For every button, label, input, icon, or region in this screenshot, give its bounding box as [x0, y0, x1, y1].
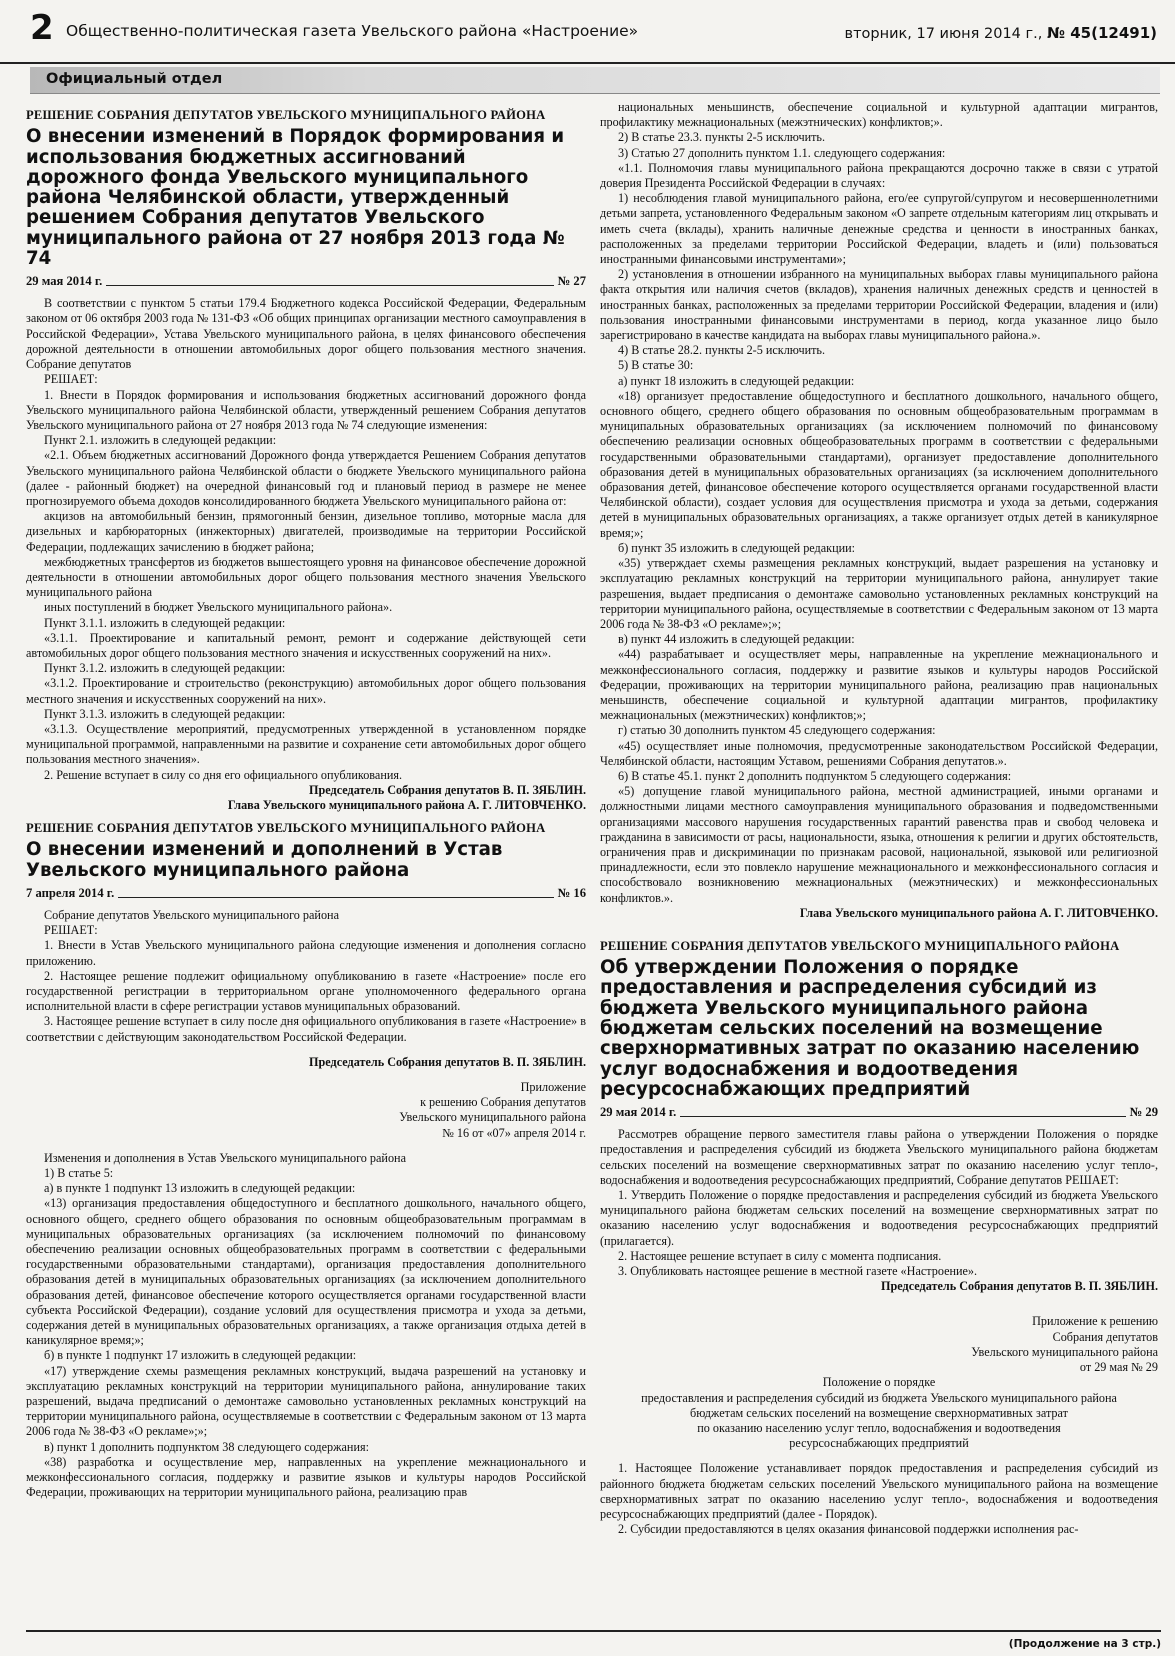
article2-paragraph: 3. Настоящее решение вступает в силу после дня официального опубликования в газете «Настроение» в соответствии с действующим законодательством Российской Федерации. — [26, 1014, 586, 1044]
article3-paragraph: 3. Опубликовать настоящее решение в местной газете «Настроение». — [618, 1264, 978, 1279]
article1-paragraph: «3.1.3. Осуществление мероприятий, предусмотренных утвержденной в установленном порядке муниципальной программой, направленными на развитие и сохранение сети автомобильных дорог общего пользования местного значения». — [26, 721, 586, 767]
continuation-paragraph: 6) В статье 45.1. пункт 2 дополнить подпунктом 5 следующего содержания: — [618, 768, 1012, 783]
regulation-title-line: ресурсоснабжающих предприятий — [789, 1436, 969, 1451]
issue-info — [845, 24, 1157, 42]
article1-paragraph: межбюджетных трансфертов из бюджетов вышестоящего уровня на финансовое обеспечение дорожной деятельности в отношении автомобильных дорог общего пользования местного значения Увельского муниципального района — [26, 554, 586, 600]
article1-paragraph: «3.1.2. Проектирование и строительство (реконструкцию) автомобильных дорог общего пользования местного значения и искусственных сооружений на них». — [26, 676, 586, 706]
article2-dateline — [26, 886, 586, 903]
article3-appendix-line: Увельского муниципального района — [971, 1344, 1158, 1359]
article2-change: Изменения и дополнения в Устав Увельского муниципального района — [44, 1150, 406, 1165]
continuation-signature: Глава Увельского муниципального района А. Г. ЛИТОВЧЕНКО. — [799, 905, 1158, 920]
article2-appendix-line: к решению Собрания депутатов — [420, 1095, 586, 1110]
continuation-paragraph: 1) несоблюдения главой муниципального района, его/ее супругой/супругом и несовершеннолетними детьми запрета, установленного Федеральным законом «О запрете отдельным категориям лиц открывать и иметь счета (вклады), хранить наличные денежные средства и ценности в иностранных банках, расположенных за пределами территории Российской Федерации, владеть и (или) пользоваться иностранными финансовыми инструментами»; — [600, 191, 1158, 267]
article3-appendix-line: Собрания депутатов — [1052, 1329, 1158, 1344]
article1-paragraph: В соответствии с пунктом 5 статьи 179.4 Бюджетного кодекса Российской Федерации, Федеральным законом от 06 октября 2003 года № 131-ФЗ «Об общих принципах организации местного самоуправления в Российской Федерации», Устава Увельского муниципального района, в целях финансового обеспечения дорожной деятельности в отношении автомобильных дорог общего пользования местного значения. Собрание депутатов — [26, 296, 586, 372]
article2-change: «38) разработка и осуществление мер, направленных на укрепление межнационального и межконфессионального согласия, поддержку и развитие языков и культуры народов Российской Федерации, проживающих на территории муниципального района, реализацию прав — [26, 1454, 586, 1500]
article3-paragraph: 1. Утвердить Положение о порядке предоставления и распределения субсидий из бюджета Увельского муниципального района бюджетам сельских поселений на возмещение сверхнормативных затрат по оказанию населению услуг водоснабжения и водоотведения ресурсоснабжающих предприятий (прилагается). — [600, 1188, 1158, 1248]
continuation-paragraph: 5) В статье 30: — [618, 358, 694, 373]
article2-signature: Председатель Собрания депутатов В. П. ЗЯБЛИН. — [309, 1054, 586, 1069]
regulation-title-line: предоставления и распределения субсидий из бюджета Увельского муниципального района — [641, 1390, 1117, 1405]
article1-paragraph: 2. Решение вступает в силу со дня его официального опубликования. — [44, 767, 403, 782]
article2-appendix-line: № 16 от «07» апреля 2014 г. — [442, 1125, 586, 1140]
article3-date: 29 мая 2014 г. — [600, 1105, 680, 1120]
continuation-paragraph: б) пункт 35 изложить в следующей редакции: — [618, 540, 856, 555]
article2-change: в) пункт 1 дополнить подпунктом 38 следующего содержания: — [44, 1439, 369, 1454]
continuation-paragraph: г) статью 30 дополнить пунктом 45 следующего содержания: — [618, 723, 936, 738]
continued-note: (Продолжение на 3 стр.) — [1008, 1638, 1161, 1650]
article1-date: 29 мая 2014 г. — [26, 274, 106, 289]
article1-paragraph: Пункт 3.1.3. изложить в следующей редакции: — [44, 706, 286, 721]
section-bar — [30, 67, 1160, 94]
article1-paragraph: иных поступлений в бюджет Увельского муниципального района». — [44, 600, 393, 615]
continuation-paragraph: в) пункт 44 изложить в следующей редакции: — [618, 632, 855, 647]
regulation-title-line: по оказанию населению услуг тепло, водоснабжения и водоотведения — [697, 1420, 1061, 1435]
article3-headline: Об утверждении Положения о порядке предоставления и распределения субсидий из бюджета Увельского муниципального района бюджетам сельских поселений на возмещение сверхнормативных затрат по оказанию населению услуг водоснабжения и водоотведения ресурсоснабжающих предприятий — [600, 957, 1140, 1100]
article3-paragraph: Рассмотрев обращение первого заместителя главы района о утверждении Положения о порядке предоставления и распределения субсидий из бюджета Увельского муниципального района бюджетам сельских поселений на возмещение сверхнормативных затрат по оказанию населению услуг тепло-, водоснабжения и водоотведения ресурсоснабжающих предприятий, Собрание депутатов РЕШАЕТ: — [600, 1127, 1158, 1187]
article1-number: № 27 — [554, 274, 586, 289]
article2-change: 1) В статье 5: — [44, 1166, 114, 1181]
article2-appendix-line: Увельского муниципального района — [399, 1110, 586, 1125]
dateline-rule — [600, 1116, 1158, 1117]
left-column — [26, 100, 586, 1501]
article2-change: «17) утверждение схемы размещения рекламных конструкций, выдача разрешений на установку и эксплуатацию рекламных конструкций на территории муниципального района, аннулирование таких разрешений, выдача предписаний о демонтаже самовольно установленных рекламных конструкций на территории муниципального района, осуществляемые в соответствии с Федеральным законом от 13 марта 2006 года № 38-ФЗ «О рекламе»;»; — [26, 1363, 586, 1439]
article1-signature: Председатель Собрания депутатов В. П. ЗЯБЛИН. — [309, 782, 586, 797]
regulation-title-line: Положение о порядке — [822, 1375, 936, 1390]
issue-number: № 45(12491) — [1046, 24, 1157, 42]
continuation-paragraph: а) пункт 18 изложить в следующей редакции: — [618, 373, 855, 388]
spacer — [600, 1294, 1158, 1304]
article2-kicker: РЕШЕНИЕ СОБРАНИЯ ДЕПУТАТОВ УВЕЛЬСКОГО МУНИЦИПАЛЬНОГО РАЙОНА — [26, 821, 546, 836]
spacer — [26, 1141, 586, 1151]
article3-signature: Председатель Собрания депутатов В. П. ЗЯБЛИН. — [881, 1279, 1158, 1294]
page-number: 2 — [30, 8, 54, 48]
continuation-paragraph: 2) установления в отношении избранного на муниципальных выборах главы муниципального района факта открытия или наличия счетов (вкладов), хранения наличных денежных средств и ценностей в иностранных банках, расположенных за пределами территории Российской Федерации, владения и (или) пользования иностранными финансовыми инструментами в период, когда указанное лицо было зарегистрировано в качестве кандидата на выборах главы муниципального района.». — [600, 267, 1158, 343]
article2-paragraph: РЕШАЕТ: — [44, 923, 98, 938]
article1-dateline — [26, 274, 586, 291]
continuation-paragraph: 2) В статье 23.3. пункты 2-5 исключить. — [618, 130, 826, 145]
article1-paragraph: «3.1.1. Проектирование и капитальный ремонт, ремонт и содержание действующей сети автомобильных дорог общего пользования местного значения и искусственных сооружений на них». — [26, 630, 586, 660]
article2-change: а) в пункте 1 подпункт 13 изложить в следующей редакции: — [44, 1181, 356, 1196]
continuation-paragraph: «44) разрабатывает и осуществляет меры, направленные на укрепление межнационального и межконфессионального согласия, поддержку и развитие языков и культуры народов Российской Федерации, проживающих на территории муниципального района, реализацию прав национальных меньшинств, обеспечение социальной и культурной адаптации мигрантов, профилактику межнациональных (межэтнических) конфликтов;»; — [600, 647, 1158, 723]
article3-number: № 29 — [1126, 1105, 1158, 1120]
article1-paragraph: Пункт 3.1.1. изложить в следующей редакции: — [44, 615, 286, 630]
article2-date: 7 апреля 2014 г. — [26, 886, 118, 901]
spacer — [600, 1451, 1158, 1461]
article3-kicker: РЕШЕНИЕ СОБРАНИЯ ДЕПУТАТОВ УВЕЛЬСКОГО МУНИЦИПАЛЬНОГО РАЙОНА — [600, 938, 1120, 953]
article1-kicker: РЕШЕНИЕ СОБРАНИЯ ДЕПУТАТОВ УВЕЛЬСКОГО МУНИЦИПАЛЬНОГО РАЙОНА — [26, 108, 546, 122]
article2-paragraph: Собрание депутатов Увельского муниципального района — [44, 907, 339, 922]
dateline-rule — [26, 285, 586, 286]
regulation-title-line: бюджетам сельских поселений на возмещение сверхнормативных затрат — [690, 1405, 1068, 1420]
masthead — [0, 0, 1175, 64]
article2-change: б) в пункте 1 подпункт 17 изложить в следующей редакции: — [44, 1348, 357, 1363]
issue-date: вторник, 17 июня 2014 г., — [844, 26, 1043, 42]
continuation-paragraph: национальных меньшинств, обеспечение социальной и культурной адаптации мигрантов, профилактику межнациональных (межэтнических) конфликтов;». — [600, 100, 1158, 130]
article1-paragraph: РЕШАЕТ: — [44, 372, 98, 387]
article2-change: «13) организация предоставления общедоступного и бесплатного дошкольного, начального общего, основного общего, среднего общего образования по основным общеобразовательным программам в муниципальных образовательных организациях (за исключением полномочий по финансовому обеспечению реализации основных общеобразовательных программ в соответствии с федеральными государственными образовательными стандартами), организация предоставления дополнительного образования детей в муниципальных образовательных организациях (за исключением дополнительного образования детей, финансовое обеспечение которого осуществляется органами государственной власти субъекта Российской Федерации), создание условий для осуществления присмотра и ухода за детьми, содержания детей в муниципальных образовательных организациях, а также организация отдыха детей в каникулярное время;»; — [26, 1196, 586, 1348]
continuation-paragraph: «1.1. Полномочия главы муниципального района прекращаются досрочно также в связи с утратой доверия Президента Российской Федерации в случаях: — [600, 160, 1158, 191]
article3-dateline — [600, 1105, 1158, 1122]
article1-paragraph: акцизов на автомобильный бензин, прямогонный бензин, дизельное топливо, моторные масла для дизельных и карбюраторных (инжекторных) двигателей, производимые на территории Российской Федерации, подлежащих зачислению в бюджет района; — [26, 509, 586, 554]
article2-appendix-line: Приложение — [520, 1080, 586, 1095]
article2-paragraph: 2. Настоящее решение подлежит официальному опубликованию в газете «Настроение» после его государственной регистрации в территориальном органе уполномоченного федерального органа исполнительной власти в сфере регистрации уставов муниципальных образований. — [26, 968, 586, 1014]
spacer — [600, 1304, 1158, 1314]
bottom-rule — [26, 1630, 1161, 1632]
article3-appendix-line: Приложение к решению — [1032, 1314, 1158, 1329]
article2-paragraph: 1. Внести в Устав Увельского муниципального района следующие изменения и дополнения согласно приложению. — [26, 938, 586, 968]
article1-paragraph: Пункт 3.1.2. изложить в следующей редакции: — [44, 661, 286, 676]
article1-paragraph: Пункт 2.1. изложить в следующей редакции: — [44, 433, 277, 448]
article1-signature: Глава Увельского муниципального района А. Г. ЛИТОВЧЕНКО. — [227, 797, 586, 812]
article1-headline: О внесении изменений в Порядок формирования и использования бюджетных ассигнований дорожного фонда Увельского муниципального района Челябинской области, утвержденный решением Собрания депутатов Увельского муниципального района от 27 ноября 2013 года № 74 — [26, 126, 565, 269]
continuation-paragraph: «5) допущение главой муниципального района, местной администрацией, иными органами и должностными лицами местного самоуправления муниципального образования и подведомственными организациями массового нарушения государственных гарантий равенства прав и свобод человека и гражданина в зависимости от расы, национальности, языка, отношения к религии и других обстоятельств, ограничения прав и дискриминации по признакам расовой, национальной, языковой или религиозной принадлежности, если это повлекло нарушение межнационального и межконфессионального согласия и способствовало возникновению межнациональных (межэтнических) и межконфессиональных конфликтов.». — [600, 784, 1158, 905]
regulation-paragraph: 2. Субсидии предоставляются в целях оказания финансовой поддержки исполнения рас- — [618, 1522, 1079, 1537]
article2-headline: О внесении изменений и дополнений в Устав Увельского муниципального района — [26, 839, 503, 881]
spacer — [600, 921, 1158, 931]
spacer — [26, 1045, 586, 1055]
continuation-paragraph: «35) утверждает схемы размещения рекламных конструкций, выдает разрешения на установку и эксплуатацию рекламных конструкций на территории муниципального района, аннулирует такие разрешения, выдает предписания о демонтаже самовольно установленных рекламных конструкций на территории муниципального района, осуществляемые в соответствии с Федеральным законом от 13 марта 2006 года № 38-ФЗ «О рекламе»;»; — [600, 556, 1158, 631]
article3-appendix-line: от 29 мая № 29 — [1079, 1360, 1158, 1375]
continuation-paragraph: 3) Статью 27 дополнить пунктом 1.1. следующего содержания: — [618, 145, 946, 160]
continuation-paragraph: «45) осуществляет иные полномочия, предусмотренные законодательством Российской Федерации, Челябинской области, настоящим Уставом, решениями Собрания депутатов.». — [600, 738, 1158, 768]
paper-title: Общественно-политическая газета Увельского района «Настроение» — [66, 22, 639, 40]
spacer — [26, 1070, 586, 1080]
article1-paragraph: 1. Внести в Порядок формирования и использования бюджетных ассигнований дорожного фонда Увельского муниципального района Челябинской области, утвержденный решением Собрания депутатов Увельского муниципального района от 27 ноября 2013 года № 74 следующие изменения: — [26, 387, 586, 432]
article3-paragraph: 2. Настоящее решение вступает в силу с момента подписания. — [618, 1248, 942, 1263]
right-column — [600, 100, 1158, 1537]
continuation-paragraph: «18) организует предоставление общедоступного и бесплатного дошкольного, начального общего, основного общего, среднего общего образования по основным общеобразовательным программам в муниципальных образовательных организациях (за исключением полномочий по финансовому обеспечению реализации основных общеобразовательных программ в соответствии с федеральными государственными образовательными стандартами), организует предоставление дополнительного образования детей в муниципальных образовательных организациях (за исключением дополнительного образования детей, финансовое обеспечение которого осуществляется органами государственной власти Челябинской области), создает условия для осуществления присмотра и ухода за детьми, содержания детей в муниципальных образовательных организациях, а также организует отдых детей в каникулярное время;»; — [600, 388, 1158, 540]
regulation-paragraph: 1. Настоящее Положение устанавливает порядок предоставления и распределения субсидий из районного бюджета бюджетам сельских поселений Увельского муниципального района на возмещение сверхнормативных затрат по оказанию населению услуг тепло-, водоснабжения и водоотведения ресурсоснабжающих предприятий (далее - Порядок). — [600, 1461, 1158, 1521]
continuation-paragraph: 4) В статье 28.2. пункты 2-5 исключить. — [618, 343, 826, 358]
section-title: Официальный отдел — [46, 71, 223, 87]
article2-number: № 16 — [554, 886, 586, 901]
article1-paragraph: «2.1. Объем бюджетных ассигнований Дорожного фонда утверждается Решением Собрания депутатов Увельского муниципального района Челябинской области о бюджете Увельского муниципального района (далее - районный бюджет) на очередной финансовый год и плановый период в размере не менее прогнозируемого объема доходов консолидированного бюджета Увельского муниципального района от: — [26, 448, 586, 508]
